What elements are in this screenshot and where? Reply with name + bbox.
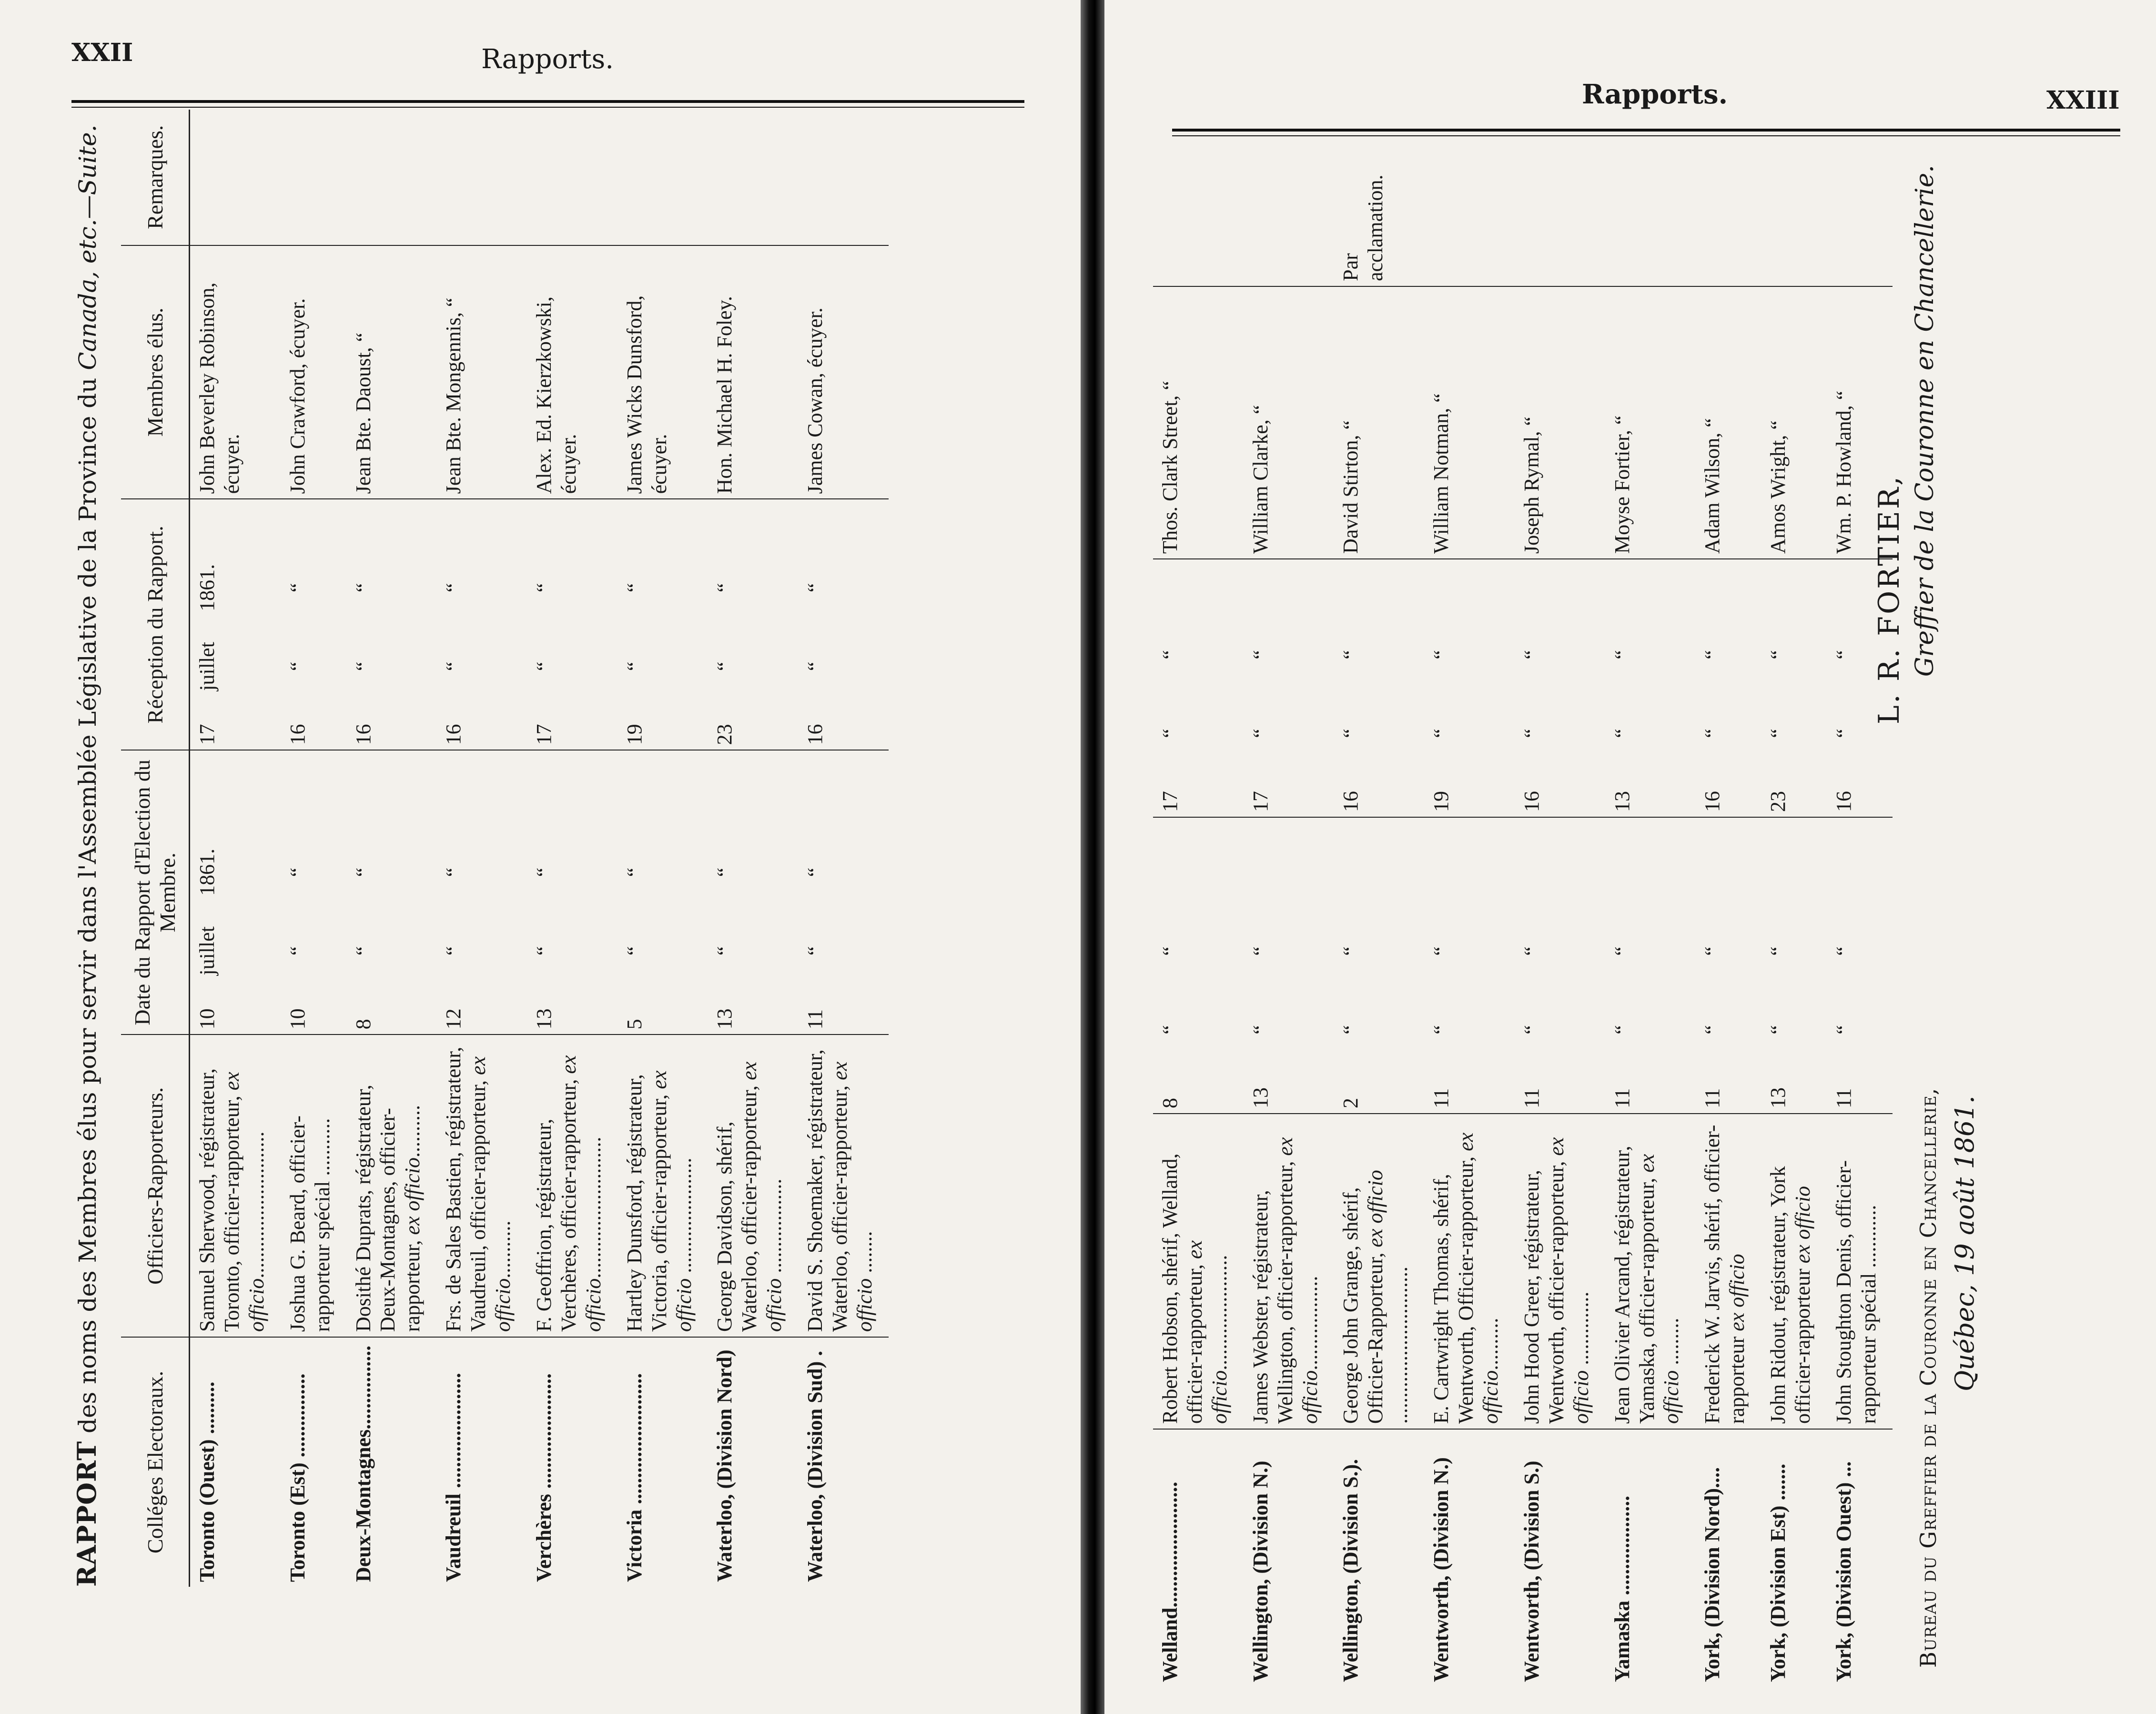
membre-cell: David Stirton, “ xyxy=(1334,286,1424,559)
date-year: “ xyxy=(1701,946,1724,956)
reception-year: “ xyxy=(803,583,827,593)
remarque-cell xyxy=(1695,148,1761,286)
reception-year: “ xyxy=(1248,650,1272,659)
date-day: 11 xyxy=(1429,1088,1453,1108)
bureau-block xyxy=(1915,762,2058,1668)
reception-year: “ xyxy=(1339,650,1363,659)
reception-year: “ xyxy=(1429,650,1453,659)
membre-cell: Joseph Rymal, “ xyxy=(1515,286,1605,559)
reception-month: “ xyxy=(285,661,309,671)
reception-cell xyxy=(1424,559,1515,817)
reception-day: 16 xyxy=(442,724,466,745)
membre-cell: James Cowan, écuyer. xyxy=(798,245,889,499)
reception-month: “ xyxy=(713,661,737,671)
reception-day: 16 xyxy=(351,724,375,745)
membre-cell: Hon. Michael H. Foley. xyxy=(708,245,798,499)
membre-cell: Jean Bte. Daoust, “ xyxy=(346,245,437,499)
reception-year: “ xyxy=(285,583,309,593)
date-day: 11 xyxy=(1610,1088,1634,1108)
membre-cell: John Beverley Robinson, écuyer. xyxy=(190,245,281,499)
college-cell: Toronto (Ouest) .......... xyxy=(195,1381,219,1582)
col-header-reception: Réception du Rapport. xyxy=(121,499,190,750)
book-gutter xyxy=(1081,0,1104,1714)
caption-lead: RAPPORT xyxy=(71,1440,102,1587)
reception-cell xyxy=(190,499,281,750)
officier-cell: John Hood Greer, régistrateur, Wentworth, officier-rapporteur, ex officio .............. xyxy=(1515,1114,1605,1429)
date-month: “ xyxy=(622,946,646,956)
table-row xyxy=(798,110,889,1587)
membre-cell: Wm. P. Howland, “ xyxy=(1827,286,1893,559)
table-row xyxy=(346,110,437,1587)
page-number-right: XXIII xyxy=(2046,86,2120,115)
col-header-date: Date du Rapport d'Election du Membre. xyxy=(121,750,190,1034)
right-page xyxy=(1110,0,2156,1714)
officier-cell: George Davidson, shérif, Waterloo, officier-rapporteur, ex officio .................. xyxy=(708,1034,798,1337)
remarque-cell xyxy=(798,110,889,245)
date-year: “ xyxy=(285,867,309,877)
remarque-cell xyxy=(1605,148,1696,286)
date-cell xyxy=(1244,817,1334,1114)
reception-cell xyxy=(1605,559,1696,817)
remarque-cell xyxy=(1153,148,1244,286)
date-year: “ xyxy=(622,867,646,877)
date-cell xyxy=(1424,817,1515,1114)
date-year: “ xyxy=(532,867,556,877)
date-year: “ xyxy=(442,867,466,877)
col-header-college: Colléges Electoraux. xyxy=(121,1337,190,1587)
signature-block xyxy=(1873,76,2015,743)
officier-cell: James Webster, régistrateur, Wellington, officier-rapporteur, ex officio.................. xyxy=(1244,1114,1334,1429)
table-row xyxy=(436,110,527,1587)
date-year: “ xyxy=(1832,946,1855,956)
table-row xyxy=(190,110,281,1587)
reception-month: “ xyxy=(442,661,466,671)
remarque-cell xyxy=(190,110,281,245)
college-cell: Waterloo, (Division Nord) xyxy=(713,1349,737,1582)
signature-name: L. R. FORTIER, xyxy=(1873,474,1906,724)
college-cell: Welland........................ xyxy=(1158,1481,1182,1682)
reception-cell xyxy=(1244,559,1334,817)
reception-month: “ xyxy=(1429,729,1453,738)
reception-cell xyxy=(708,499,798,750)
reception-year: 1861. xyxy=(195,564,219,611)
reception-year: “ xyxy=(1832,650,1855,659)
date-cell xyxy=(190,750,281,1034)
reception-year: “ xyxy=(1519,650,1543,659)
reception-day: 23 xyxy=(1766,791,1790,812)
officier-cell: John Stoughton Denis, officier-rapporteur spécial ............ xyxy=(1827,1114,1893,1429)
reception-year: “ xyxy=(713,583,737,593)
reception-cell xyxy=(617,499,708,750)
date-month: “ xyxy=(1429,1025,1453,1034)
officier-cell: Samuel Sherwood, régistrateur, Toronto, officier-rapporteur, ex officio............................ xyxy=(190,1034,281,1337)
remarque-cell xyxy=(708,110,798,245)
page-number-left: XXII xyxy=(71,38,133,67)
place-date: Québec, 19 août 1861. xyxy=(1950,1095,1980,1391)
reception-month: “ xyxy=(803,661,827,671)
date-year: 1861. xyxy=(195,848,219,896)
college-cell: Wentworth, (Division N.) xyxy=(1429,1457,1453,1682)
college-cell: Toronto (Est) ................ xyxy=(285,1373,309,1582)
date-month: “ xyxy=(351,946,375,956)
remarque-cell xyxy=(1424,148,1515,286)
reception-month: “ xyxy=(1610,729,1634,738)
reception-day: 23 xyxy=(713,724,737,745)
date-month: “ xyxy=(803,946,827,956)
col-header-remarques: Remarques. xyxy=(121,110,190,245)
college-cell: Victoria ......................... xyxy=(622,1373,646,1582)
date-cell xyxy=(708,750,798,1034)
membre-cell: John Crawford, écuyer. xyxy=(281,245,346,499)
table-row xyxy=(1761,148,1827,1687)
col-header-officier: Officiers-Rapporteurs. xyxy=(121,1034,190,1337)
officier-cell: Robert Hobson, shérif, Welland, officier-rapporteur, ex officio...................... xyxy=(1153,1114,1244,1429)
reception-month: “ xyxy=(1766,729,1790,738)
date-day: 8 xyxy=(351,1019,375,1030)
officier-cell: Dosithé Duprats, régistrateur, Deux-Montagnes, officier-rapporteur, ex officio.......... xyxy=(346,1034,437,1337)
table-row xyxy=(617,110,708,1587)
right-rotated-table-block xyxy=(1153,138,1892,1687)
reception-month: “ xyxy=(622,661,646,671)
college-cell: York, (Division Nord).... xyxy=(1701,1467,1724,1682)
membre-cell: Jean Bte. Mongennis, “ xyxy=(436,245,527,499)
table-row xyxy=(1605,148,1696,1687)
reception-month: “ xyxy=(1832,729,1855,738)
remarque-cell xyxy=(527,110,617,245)
reception-day: 16 xyxy=(1832,791,1855,812)
membre-cell: Adam Wilson, “ xyxy=(1695,286,1761,559)
date-year: “ xyxy=(1339,946,1363,956)
date-cell xyxy=(798,750,889,1034)
reception-cell xyxy=(436,499,527,750)
reception-year: “ xyxy=(1766,650,1790,659)
date-month: “ xyxy=(285,946,309,956)
membre-cell: Amos Wright, “ xyxy=(1761,286,1827,559)
date-year: “ xyxy=(351,867,375,877)
membre-cell: William Clarke, “ xyxy=(1244,286,1334,559)
reception-month: “ xyxy=(1701,729,1724,738)
college-cell: Wellington, (Division S.). xyxy=(1339,1459,1363,1682)
date-month: “ xyxy=(713,946,737,956)
date-day: 10 xyxy=(285,1008,309,1030)
table-row xyxy=(1695,148,1761,1687)
reception-day: 17 xyxy=(532,724,556,745)
date-month: juillet xyxy=(195,926,219,975)
college-cell: York, (Division Ouest) ... xyxy=(1832,1461,1855,1682)
college-cell: Verchères ...................... xyxy=(532,1373,556,1582)
date-month: “ xyxy=(532,946,556,956)
reception-day: 13 xyxy=(1610,791,1634,812)
membre-cell: James Wicks Dunsford, écuyer. xyxy=(617,245,708,499)
reception-day: 16 xyxy=(1339,791,1363,812)
date-year: “ xyxy=(1158,946,1182,956)
college-cell: Waterloo, (Division Sud) . xyxy=(803,1350,827,1582)
date-cell xyxy=(527,750,617,1034)
college-cell: Deux-Montagnes................ xyxy=(351,1345,375,1582)
officier-cell: George John Grange, shérif, Officier-Rapporteur, ex officio .............................. xyxy=(1334,1114,1424,1429)
reception-month: “ xyxy=(351,661,375,671)
reception-cell xyxy=(1515,559,1605,817)
date-month: “ xyxy=(442,946,466,956)
running-head-right: Rapports. xyxy=(1582,79,1728,110)
reception-day: 16 xyxy=(285,724,309,745)
reception-day: 16 xyxy=(803,724,827,745)
officier-cell: E. Cartwright Thomas, shérif, Wentworth, Officier-rapporteur, ex officio.......... xyxy=(1424,1114,1515,1429)
officier-cell: Jean Olivier Arcand, régistrateur, Yamaska, officier-rapporteur, ex officio ......... xyxy=(1605,1114,1696,1429)
date-day: 8 xyxy=(1158,1098,1182,1108)
reception-cell xyxy=(527,499,617,750)
remarque-cell xyxy=(436,110,527,245)
reception-year: “ xyxy=(622,583,646,593)
date-month: “ xyxy=(1701,1025,1724,1034)
table-row xyxy=(281,110,346,1587)
remarque-cell xyxy=(1761,148,1827,286)
college-cell: York, (Division Est) ....... xyxy=(1766,1463,1790,1682)
reception-cell xyxy=(1153,559,1244,817)
reception-day: 19 xyxy=(1429,791,1453,812)
reception-month: “ xyxy=(1339,729,1363,738)
reception-day: 19 xyxy=(622,724,646,745)
officier-cell: Frs. de Sales Bastien, régistrateur, Vaudreuil, officier-rapporteur, ex officio........... xyxy=(436,1034,527,1337)
reception-day: 16 xyxy=(1701,791,1724,812)
reception-year: “ xyxy=(532,583,556,593)
reception-month: “ xyxy=(1158,729,1182,738)
reception-month: “ xyxy=(532,661,556,671)
date-year: “ xyxy=(1610,946,1634,956)
college-cell: Wellington, (Division N.) xyxy=(1248,1460,1272,1682)
col-header-membre: Membres élus. xyxy=(121,245,190,499)
date-year: “ xyxy=(1429,946,1453,956)
reception-month: “ xyxy=(1248,729,1272,738)
date-year: “ xyxy=(803,867,827,877)
reception-year: “ xyxy=(1158,650,1182,659)
date-month: “ xyxy=(1832,1025,1855,1034)
reception-day: 17 xyxy=(1248,791,1272,812)
date-month: “ xyxy=(1158,1025,1182,1034)
reception-cell xyxy=(798,499,889,750)
remarque-cell xyxy=(1244,148,1334,286)
date-year: “ xyxy=(713,867,737,877)
date-cell xyxy=(281,750,346,1034)
table-row xyxy=(1334,148,1424,1687)
date-day: 2 xyxy=(1339,1098,1363,1108)
bureau-line: Bureau du Greffier de la Couronne en Chancellerie, xyxy=(1915,1087,1941,1668)
remarque-cell xyxy=(1515,148,1605,286)
date-day: 12 xyxy=(442,1008,466,1030)
reception-year: “ xyxy=(1610,650,1634,659)
membre-cell: Thos. Clark Street, “ xyxy=(1153,286,1244,559)
date-day: 13 xyxy=(1248,1087,1272,1108)
caption-italic: Canada, etc.—Suite. xyxy=(74,124,101,370)
date-cell xyxy=(617,750,708,1034)
table-row xyxy=(708,110,798,1587)
date-cell xyxy=(1515,817,1605,1114)
date-month: “ xyxy=(1519,1025,1543,1034)
table-caption xyxy=(71,110,102,1587)
reception-year: “ xyxy=(351,583,375,593)
reception-cell xyxy=(1334,559,1424,817)
reception-cell xyxy=(281,499,346,750)
table-header-row xyxy=(121,110,190,1587)
date-cell xyxy=(436,750,527,1034)
date-day: 13 xyxy=(532,1008,556,1030)
date-cell xyxy=(1153,817,1244,1114)
date-day: 11 xyxy=(1519,1088,1543,1108)
date-month: “ xyxy=(1339,1025,1363,1034)
date-year: “ xyxy=(1766,946,1790,956)
officier-cell: F. Geoffrion, régistrateur, Verchères, officier-rapporteur, ex officio........................... xyxy=(527,1034,617,1337)
membre-cell: Alex. Ed. Kierzkowski, écuyer. xyxy=(527,245,617,499)
caption-text: des noms des Membres élus pour servir dans l'Assemblée Législative de la Province du xyxy=(74,370,101,1433)
date-month: “ xyxy=(1610,1025,1634,1034)
table-row xyxy=(527,110,617,1587)
running-head-left: Rapports. xyxy=(481,44,614,75)
date-day: 11 xyxy=(1701,1088,1724,1108)
table-row xyxy=(1153,148,1244,1687)
reception-day: 16 xyxy=(1519,791,1543,812)
reception-year: “ xyxy=(442,583,466,593)
date-year: “ xyxy=(1248,946,1272,956)
date-day: 11 xyxy=(1832,1088,1855,1108)
table-row xyxy=(1424,148,1515,1687)
date-day: 13 xyxy=(713,1008,737,1030)
date-cell xyxy=(1334,817,1424,1114)
reception-cell xyxy=(1695,559,1761,817)
remarque-cell xyxy=(346,110,437,245)
officier-cell: Joshua G. Beard, officier-rapporteur spécial ........... xyxy=(281,1034,346,1337)
officier-cell: David S. Shoemaker, régistrateur, Waterloo, officier-rapporteur, ex officio ........ xyxy=(798,1034,889,1337)
table-row xyxy=(1515,148,1605,1687)
reception-day: 17 xyxy=(195,724,219,745)
header-rule-left xyxy=(71,100,1024,103)
date-cell xyxy=(1827,817,1893,1114)
reception-month: “ xyxy=(1519,729,1543,738)
date-day: 11 xyxy=(803,1009,827,1030)
membre-cell: William Notman, “ xyxy=(1424,286,1515,559)
election-table-right xyxy=(1153,148,1893,1687)
date-cell xyxy=(346,750,437,1034)
college-cell: Vaudreuil ...................... xyxy=(442,1373,466,1582)
date-year: “ xyxy=(1519,946,1543,956)
remarque-cell xyxy=(617,110,708,245)
date-month: “ xyxy=(1766,1025,1790,1034)
date-cell xyxy=(1605,817,1696,1114)
date-cell xyxy=(1695,817,1761,1114)
reception-cell xyxy=(1761,559,1827,817)
signature-title: Greffier de la Couronne en Chancellerie. xyxy=(1911,165,1939,677)
college-cell: Wentworth, (Division S.) xyxy=(1519,1460,1543,1682)
date-day: 5 xyxy=(622,1019,646,1030)
date-day: 10 xyxy=(195,1008,219,1030)
reception-year: “ xyxy=(1701,650,1724,659)
table-row xyxy=(1244,148,1334,1687)
college-cell: Yamaska ................... xyxy=(1610,1495,1634,1682)
reception-day: 17 xyxy=(1158,791,1182,812)
date-cell xyxy=(1761,817,1827,1114)
reception-cell xyxy=(346,499,437,750)
officier-cell: Hartley Dunsford, régistrateur, Victoria, officier-rapporteur, ex officio ...................... xyxy=(617,1034,708,1337)
reception-month: juillet xyxy=(195,642,219,691)
membre-cell: Moyse Fortier, “ xyxy=(1605,286,1696,559)
officier-cell: John Ridout, régistrateur, York officier-rapporteur ex officio xyxy=(1761,1114,1827,1429)
remarque-cell: Par acclamation. xyxy=(1334,148,1424,286)
remarque-cell xyxy=(281,110,346,245)
date-month: “ xyxy=(1248,1025,1272,1034)
election-table-left xyxy=(121,110,889,1587)
left-rotated-table-block xyxy=(71,110,1048,1587)
date-day: 13 xyxy=(1766,1087,1790,1108)
officier-cell: Frederick W. Jarvis, shérif, officier-rapporteur ex officio xyxy=(1695,1114,1761,1429)
